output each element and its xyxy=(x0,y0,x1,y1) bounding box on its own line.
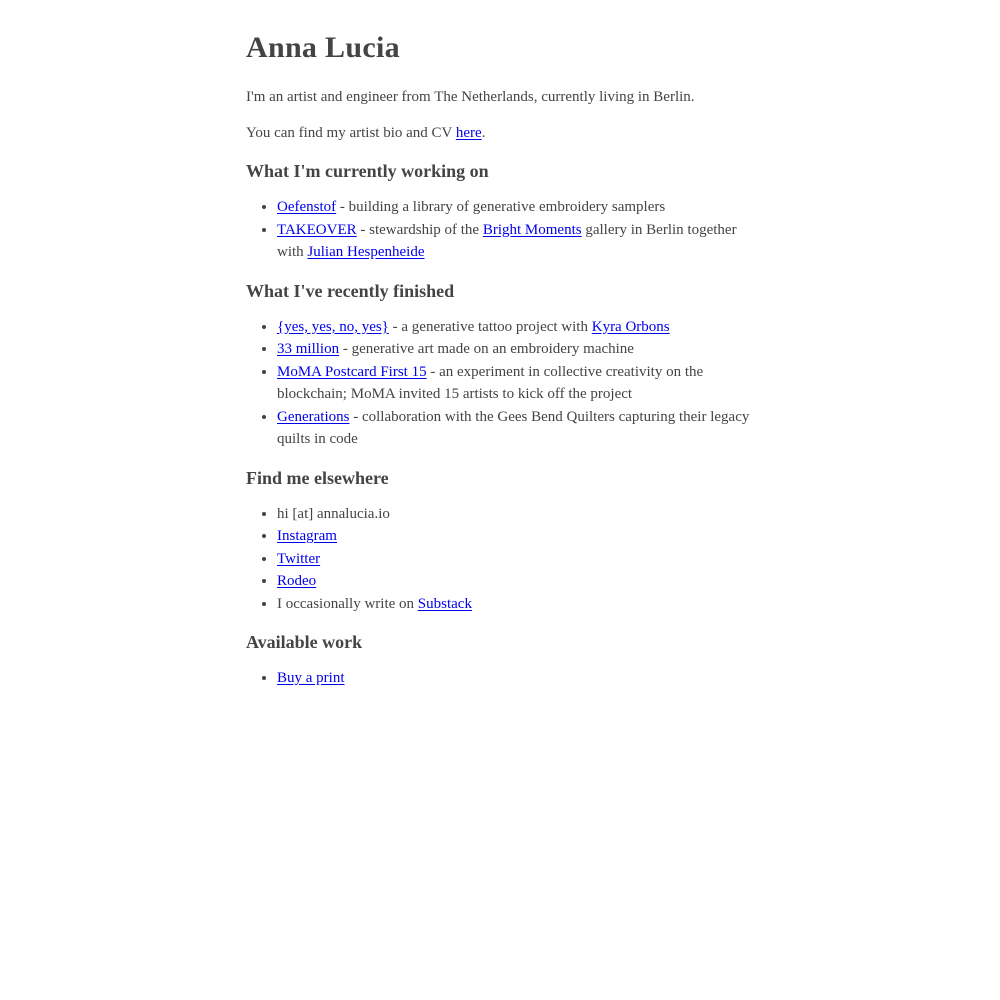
bio-text: You can find my artist bio and CV xyxy=(246,125,456,141)
bio-paragraph xyxy=(246,122,756,144)
section-heading-finished: What I've recently finished xyxy=(246,280,455,301)
oefenstof-link[interactable]: Oefenstof xyxy=(277,199,337,215)
generations-link[interactable]: Generations xyxy=(277,408,350,425)
buy-print-link[interactable]: Buy a print xyxy=(277,670,345,686)
tattoo-description: - a generative tattoo project with xyxy=(388,318,592,335)
working-list xyxy=(246,196,756,264)
list-item-oefenstof xyxy=(277,196,756,219)
list-item-moma-postcard xyxy=(277,361,756,406)
list-item-email xyxy=(277,503,756,526)
section-heading-elsewhere: Find me elsewhere xyxy=(246,467,389,488)
list-item-generations xyxy=(277,406,756,451)
instagram-link[interactable]: Instagram xyxy=(277,528,337,544)
kyra-orbons-link[interactable]: Kyra Orbons xyxy=(591,318,670,335)
list-item-buy-print xyxy=(277,667,756,690)
takeover-description: - stewardship of the xyxy=(356,221,483,238)
generations-description: - collaboration with the Gees Bend Quilters capturing their legacy quilts in code xyxy=(277,408,750,447)
list-item-instagram xyxy=(277,525,756,548)
takeover-link[interactable]: TAKEOVER xyxy=(277,221,357,238)
bio-cv-link[interactable]: here xyxy=(455,125,482,141)
list-item-yes-yes-no-yes xyxy=(277,316,756,339)
33-million-link[interactable]: 33 million xyxy=(277,341,340,357)
page-title: Anna Lucia xyxy=(246,31,400,64)
page-content xyxy=(246,0,756,690)
moma-postcard-link[interactable]: MoMA Postcard First 15 xyxy=(277,363,427,380)
oefenstof-description: - building a library of generative embroidery samplers xyxy=(336,199,666,215)
section-heading-available: Available work xyxy=(246,632,363,652)
twitter-link[interactable]: Twitter xyxy=(277,550,321,567)
list-item-rodeo xyxy=(277,570,756,593)
list-item-twitter xyxy=(277,548,756,571)
elsewhere-list xyxy=(246,503,756,616)
substack-text: I occasionally write on xyxy=(277,595,418,612)
substack-link[interactable]: Substack xyxy=(417,595,472,612)
rodeo-link[interactable]: Rodeo xyxy=(277,573,317,589)
bright-moments-link[interactable]: Bright Moments xyxy=(482,221,582,238)
email-text: hi [at] annalucia.io xyxy=(277,505,390,522)
bio-text-end: . xyxy=(481,125,486,141)
list-item-33-million xyxy=(277,338,756,361)
available-list xyxy=(246,667,756,690)
finished-list xyxy=(246,316,756,451)
list-item-takeover xyxy=(277,219,756,264)
section-heading-working: What I'm currently working on xyxy=(246,161,489,181)
julian-hespenheide-link[interactable]: Julian Hespenheide xyxy=(307,244,425,260)
list-item-substack xyxy=(277,593,756,616)
moma-postcard-description: - an experiment in collective creativity on the blockchain; MoMA invited 15 artists to kick off the project xyxy=(277,363,704,402)
yes-yes-no-yes-link[interactable]: {yes, yes, no, yes} xyxy=(277,318,389,335)
takeover-description-cont: gallery in Berlin together with xyxy=(277,221,737,260)
intro-text: I'm an artist and engineer from The Netherlands, currently living in Berlin. xyxy=(246,89,695,105)
33-million-description: - generative art made on an embroidery machine xyxy=(339,341,634,357)
